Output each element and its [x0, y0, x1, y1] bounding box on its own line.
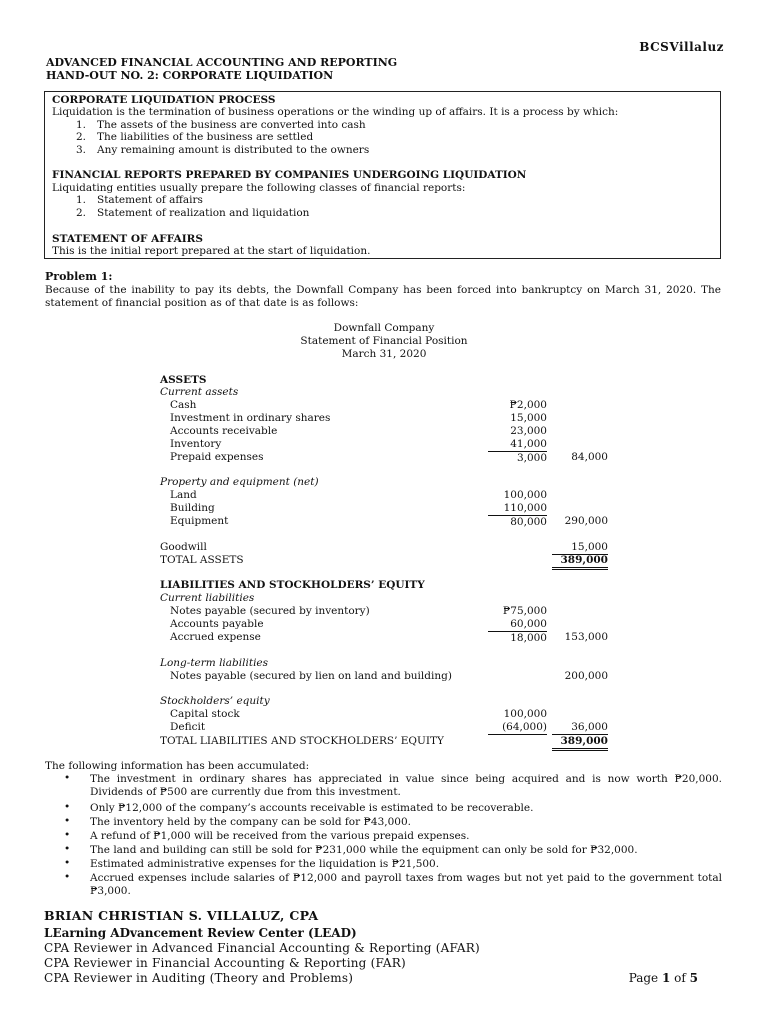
section-heading: STATEMENT OF AFFAIRS — [52, 233, 203, 245]
list-item: The assets of the business are converted into cash — [97, 119, 366, 131]
list-number: 1. — [76, 119, 87, 131]
list-item: Estimated administrative expenses for the liquidation is ₱21,500. — [90, 858, 440, 870]
line-value: 15,000 — [552, 541, 608, 555]
line-label: Notes payable (secured by inventory) — [170, 605, 370, 617]
credential-line: CPA Reviewer in Advanced Financial Accounting & Reporting (AFAR) — [44, 941, 480, 955]
line-label: Accounts receivable — [170, 425, 278, 437]
list-item: The liabilities of the business are settled — [97, 131, 314, 143]
author-header: BCSVillaluz — [639, 40, 724, 54]
list-number: 2. — [76, 131, 87, 143]
total-value: 389,000 — [552, 735, 608, 751]
subtotal-value: 84,000 — [571, 451, 608, 463]
long-term-heading: Long-term liabilities — [160, 657, 269, 669]
section-heading: FINANCIAL REPORTS PREPARED BY COMPANIES UNDERGOING LIQUIDATION — [52, 169, 527, 181]
page-total: 5 — [689, 971, 698, 985]
line-label: Notes payable (secured by lien on land and building) — [170, 670, 452, 682]
bullet-icon: • — [64, 871, 71, 883]
subtotal-value: 153,000 — [564, 631, 608, 643]
line-value: 60,000 — [510, 618, 547, 630]
list-item: A refund of ₱1,000 will be received from the various prepaid expenses. — [90, 830, 470, 842]
line-label: Investment in ordinary shares — [170, 412, 331, 424]
bullet-icon: • — [64, 829, 71, 841]
section-heading: CORPORATE LIQUIDATION PROCESS — [52, 94, 276, 106]
handout-title: HAND-OUT NO. 2: CORPORATE LIQUIDATION — [46, 69, 334, 82]
paragraph: Liquidating entities usually prepare the following classes of financial reports: — [52, 182, 466, 194]
list-item: Accrued expenses include salaries of ₱12,000 and payroll taxes from wages but not yet paid to the government total ₱3,000. — [90, 872, 722, 897]
list-number: 3. — [76, 144, 87, 156]
line-value: ₱2,000 — [509, 399, 547, 411]
line-value: 100,000 — [503, 708, 547, 720]
review-center: LEarning ADvancement Review Center (LEAD) — [44, 926, 357, 940]
line-value: (64,000) — [488, 721, 547, 735]
list-item: The inventory held by the company can be sold for ₱43,000. — [90, 816, 411, 828]
current-assets-heading: Current assets — [160, 386, 239, 398]
line-label: Building — [170, 502, 215, 514]
problem-title: Problem 1: — [45, 270, 113, 283]
line-value: 18,000 — [488, 631, 547, 644]
bullet-icon: • — [64, 772, 71, 784]
info-intro: The following information has been accumulated: — [45, 760, 310, 772]
list-item: The investment in ordinary shares has appreciated in value since being acquired and is now worth ₱20,000. Dividends of ₱500 are currently due from this investment. — [90, 773, 722, 798]
line-value: 41,000 — [510, 438, 547, 450]
line-label: Land — [170, 489, 197, 501]
line-value: 100,000 — [503, 489, 547, 501]
list-number: 1. — [76, 194, 87, 206]
problem-intro: Because of the inability to pay its debts, the Downfall Company has been forced into bankruptcy on March 31, 2020. The statement of financial position as of that date is as follows: — [45, 284, 721, 309]
list-item: The land and building can still be sold for ₱231,000 while the equipment can only be sold for ₱32,000. — [90, 844, 638, 856]
bullet-icon: • — [64, 857, 71, 869]
list-number: 2. — [76, 207, 87, 219]
subtotal-value: 36,000 — [552, 721, 608, 735]
equity-heading: Stockholders’ equity — [160, 695, 270, 707]
paragraph: This is the initial report prepared at the start of liquidation. — [52, 245, 371, 257]
bullet-icon: • — [64, 843, 71, 855]
paragraph: Liquidation is the termination of business operations or the winding up of affairs. It is a process by which: — [52, 106, 619, 118]
line-value: 110,000 — [503, 502, 547, 514]
line-label: Accrued expense — [170, 631, 261, 643]
line-value: 200,000 — [564, 670, 608, 682]
credential-line: CPA Reviewer in Financial Accounting & Reporting (FAR) — [44, 956, 406, 970]
credential-line: CPA Reviewer in Auditing (Theory and Problems) — [44, 971, 354, 985]
liabilities-heading: LIABILITIES AND STOCKHOLDERS’ EQUITY — [160, 579, 425, 591]
line-value: 15,000 — [510, 412, 547, 424]
current-liabilities-heading: Current liabilities — [160, 592, 255, 604]
total-label: TOTAL ASSETS — [160, 554, 244, 566]
subtotal-value: 290,000 — [564, 515, 608, 527]
line-label: Goodwill — [160, 541, 207, 553]
line-value: 23,000 — [510, 425, 547, 437]
page-label: Page — [628, 971, 662, 985]
company-name: Downfall Company — [333, 322, 435, 334]
list-item: Statement of realization and liquidation — [97, 207, 310, 219]
document-title: ADVANCED FINANCIAL ACCOUNTING AND REPORTING — [46, 56, 398, 69]
line-label: Accounts payable — [170, 618, 264, 630]
list-item: Statement of affairs — [97, 194, 203, 206]
line-label: Prepaid expenses — [170, 451, 264, 463]
author-name: BRIAN CHRISTIAN S. VILLALUZ, CPA — [44, 908, 319, 923]
list-item: Any remaining amount is distributed to the owners — [97, 144, 370, 156]
line-label: Capital stock — [170, 708, 240, 720]
page-number — [629, 971, 698, 985]
line-value: 80,000 — [488, 515, 547, 528]
line-label: Deficit — [170, 721, 206, 733]
line-label: Inventory — [170, 438, 222, 450]
list-item: Only ₱12,000 of the company’s accounts receivable is estimated to be recoverable. — [90, 802, 534, 814]
statement-name: Statement of Financial Position — [300, 335, 468, 347]
page-of: of — [670, 971, 690, 985]
assets-heading: ASSETS — [160, 374, 207, 386]
bullet-icon: • — [64, 801, 71, 813]
statement-date: March 31, 2020 — [341, 348, 427, 360]
page-current: 1 — [661, 971, 671, 985]
total-label: TOTAL LIABILITIES AND STOCKHOLDERS’ EQUITY — [160, 735, 444, 747]
line-value: ₱75,000 — [502, 605, 547, 617]
ppe-heading: Property and equipment (net) — [160, 476, 319, 488]
bullet-icon: • — [64, 815, 71, 827]
line-value: 3,000 — [488, 451, 547, 464]
line-label: Equipment — [170, 515, 229, 527]
total-value: 389,000 — [552, 554, 608, 570]
line-label: Cash — [170, 399, 197, 411]
